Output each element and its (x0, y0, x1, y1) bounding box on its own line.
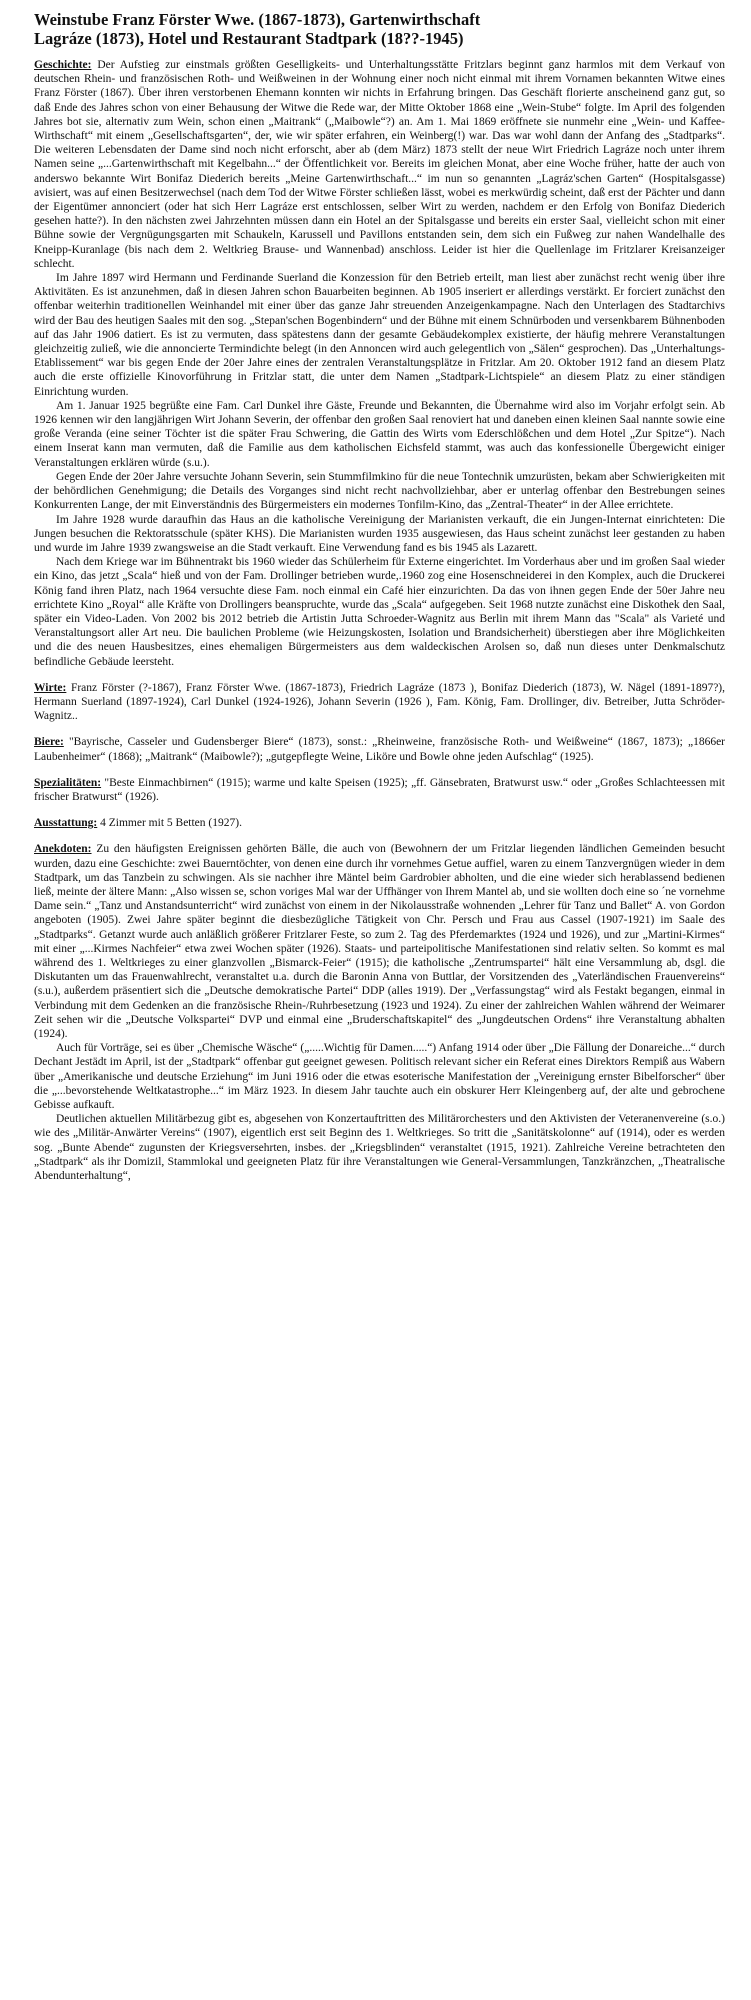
geschichte-paragraph-3: Am 1. Januar 1925 begrüßte eine Fam. Carl Dunkel ihre Gäste, Freunde und Bekannten, die Übernahme wird also im Vorjahr erfolgt sein. Ab 1926 kennen wir den langjährigen Wirt Johann Severin, der offenbar den großen Saal renoviert hat und daneben einen kleinen Saal nannte sowie eine große Veranda (eine seiner Töchter ist die später Frau Schwering, die Gattin des Wirts vom Ederschlößchen und dem Hotel „Zur Spitze“). Nach einem Inserat kann man vermuten, daß die Familie aus dem katholischen Eichsfeld stammt, was auch das konfessionelle Übergewicht einiger Veranstaltungen erklären würde (s.u.). (34, 399, 725, 469)
biere-label: Biere: (34, 736, 64, 749)
section-ausstattung (34, 816, 725, 830)
wirte-text: Franz Förster (?-1867), Franz Förster Wwe. (1867-1873), Friedrich Lagráze (1873 ), Bonifaz Diederich (1873), W. Nägel (1891-1897?), Hermann Suerland (1897-1924), Carl Dunkel (1924-1926), Johann Severin (1926 ), Fam. König, Fam. Drollinger, div. Betreiber, Jutta Schröder-Wagnitz.. (34, 681, 726, 723)
wirte-label: Wirte: (34, 681, 67, 694)
anekdoten-paragraph-3: Deutlichen aktuellen Militärbezug gibt es, abgesehen von Konzertauftritten des Militärorchesters und den Aktivisten der Veteranenvereine (s.o.) wie des „Militär-Anwärter Vereins“ (1907), eigentlich erst seit Beginn des 1. Weltkrieges. So tritt die „Sanitätskolonne“ auf (1914), oder es werden sog. „Bunte Abende“ zugunsten der Kriegsversehrten, insbes. der „Kriegsblinden“ veranstaltet (1915, 1921). Zahlreiche Vereine betrachteten den „Stadtpark“ als ihr Domizil, Stammlokal und geeigneten Platz für ihre Veranstaltungen wie General-Versammlungen, Tanzkränzchen, „Theatralische Abendunterhaltung“, (34, 1113, 725, 1183)
anekdoten-label: Anekdoten: (34, 843, 92, 856)
anekdoten-paragraph-2: Auch für Vorträge, sei es über „Chemische Wäsche“ („.....Wichtig für Damen.....“) Anfang 1914 oder über „Die Fällung der Donareiche...“ durch Dechant Jestädt im April, ist der „Stadtpark“ offenbar gut geeignet gewesen. Politisch relevant sicher ein Referat eines Direktors Rempiß aus Wabern über „Amerikanische und deutsche Erziehung“ im Juni 1916 oder die etwas esoterische Manifestation der „Vereinigung ernster Bibelforscher“ über die „...bevorstehende Weltkatastrophe...“ im März 1923. In diesem Jahr tauchte auch ein obskurer Herr Kleingenberg auf, der alte und gebrochene Gebisse aufkauft. (34, 1042, 725, 1112)
section-anekdoten (34, 842, 725, 1183)
spezialitaeten-label: Spezialitäten: (34, 776, 102, 789)
geschichte-label: Geschichte: (34, 59, 92, 71)
page-title: Weinstube Franz Förster Wwe. (1867-1873), Gartenwirthschaft Lagráze (1873), Hotel und Restaurant Stadtpark (18??-1945) (34, 10, 481, 48)
section-wirte (34, 681, 725, 724)
ausstattung-label: Ausstattung: (34, 817, 98, 830)
section-spezialitaeten (34, 776, 725, 804)
geschichte-paragraph-1 (34, 58, 725, 271)
section-biere (34, 735, 725, 763)
biere-text: "Bayrische, Casseler und Gudensberger Biere“ (1873), sonst.: „Rheinweine, französische Roth- und Weißweine“ (1867, 1873); „1866er Laubenheimer“ (1868); „Maitrank“ (Maibowle?); „gutgepflegte Weine, Liköre und Bowle ohne jeden Aufschlag“ (1925). (34, 736, 726, 763)
anekdoten-text-1: Zu den häufigsten Ereignissen gehörten Bälle, die auch von (Bewohnern der um Fritzlar liegenden ländlichen Gemeinden besucht wurden, dazu eine Geschichte: zwei Bauerntöchter, von denen eine durch ihr vornehmes Getue auffiel, waren zu einem Tanzvergnügen wieder in dem Stadtpark, um das Tanzbein zu schwingen. Als sie nachher ihre Mäntel beim Gardrobier abholten, und die eine wieder sich herablassend bedienen ließ, meinte der ältere Mann: „Also wissen se, schon voriges Mal war der Uffhänger von Ihrem Mantel ab, und sie wollten doch eine so ´ne vornehme Dame sein.“ „Tanz und Anstandsunterricht“ wird zunächst von einem in der Nikolausstraße wohnenden „Lehrer für Tanz und Ballet“ A. von Gordon angeboten (1905). Zwei Jahre später beginnt die diesbezügliche Tätigkeit von Chr. Persch und Frau aus Cassel (1907-1921) im Saale des „Stadtparks“. Getanzt wurde auch anläßlich größerer Fritzlarer Feste, so zum 2. Tag des Pferdemarktes (1924 und 1926), und zur „Martini-Kirmes“ mit einer „...Kirmes Nachfeier“ etwa zwei Wochen später (1926). Staats- und parteipolitische Manifestationen sind relativ selten. So kommt es mal während des 1. Weltkrieges zu einer glanzvollen „Bismarck-Feier“ (1915); die katholische „Zentrumspartei“ hält eine Versammlung ab, dsgl. die Diskutanten um das Frauenwahlrecht, veranstaltet u.a. durch die Baronin Anna von Buttlar, der Vorsitzenden des „Vaterländischen Frauenvereins“ (s.u.), außerdem präsentiert sich die „Deutsche demokratische Partei“ DDP (alles 1919). Der „Verfassungstag“ wird als Festakt begangen, einmal in Verbindung mit dem Gedenken an die französische Rhein-/Ruhrbesetzung (1923 und 1924). Zu einer der zahlreichen Wahlen während der Weimarer Zeit sehen wir die „Deutsche Volkspartei“ DVP und einmal eine „Bruderschaftskapitel“ des „Jungdeutschen Ordens“ ihre Veranstaltung abhalten (1924). (34, 843, 726, 1040)
section-geschichte (34, 58, 725, 669)
ausstattung-text: 4 Zimmer mit 5 Betten (1927). (100, 817, 242, 830)
geschichte-paragraph-2: Im Jahre 1897 wird Hermann und Ferdinande Suerland die Konzession für den Betrieb erteilt, man liest aber zunächst recht wenig über ihre Aktivitäten. Es ist anzunehmen, daß in diesen Jahren schon Bauarbeiten beginnen. Ab 1905 inseriert er allerdings verstärkt. Er forciert zunächst den offenbar weiterhin traditionellen Weinhandel mit einer über das ganze Jahr streuenden Anzeigenkampagne. Nach den Unterlagen des Stadtarchivs wird der Bau des heutigen Saales mit den sog. „Stepan'schen Bogenbindern“ und der Bühne mit einem Schnürboden und versenkbarem Bühnenboden auf das Jahr 1906 datiert. Es ist zu vermuten, dass spätestens dann der gesamte Gebäudekomplex existierte, der häufig mehrere Veranstaltungen gleichzeitig zuließ, wie die annoncierte Termindichte belegt (in den Annoncen wird auch gelegentlich von „Sälen“ gesprochen). Das „Unterhaltungs-Etablissement“ war bis gegen Ende der 20er Jahre eines der zentralen Veranstaltungsplätze in Fritzlar. Am 20. Oktober 1912 fand an diesem Platz auch die erste offizielle Kinovorführung in Fritzlar statt, die unter dem Namen „Stadtpark-Lichtspiele“ an diesem Platz zu einer ständigen Einrichtung wurden. (34, 272, 725, 398)
anekdoten-paragraph-1 (34, 842, 725, 1041)
spezialitaeten-text: "Beste Einmachbirnen“ (1915); warme und kalte Speisen (1925); „ff. Gänsebraten, Bratwurst usw.“ oder „Großes Schlachteessen mit frischer Bratwurst“ (1926). (34, 776, 725, 803)
geschichte-paragraph-5: Im Jahre 1928 wurde daraufhin das Haus an die katholische Vereinigung der Marianisten verkauft, die ein Jungen-Internat einrichteten: Die Jungen besuchen die Rektoratsschule (später KHS). Die Marianisten wurden 1935 ausgewiesen, das Haus scheint zunächst leer gestanden zu haben und wurde im Jahre 1939 zwangsweise an die Stadt verkauft. Eine Verwendung fand es bis 1945 als Lazarett. (34, 513, 725, 554)
geschichte-paragraph-6: Nach dem Kriege war im Bühnentrakt bis 1960 wieder das Schülerheim für Externe eingerichtet. Im Vorderhaus aber und im großen Saal wieder ein Kino, das jetzt „Scala“ hieß und von der Fam. Drollinger betrieben wurde,.1960 zog eine Hosenschneiderei in den Komplex, auch die Druckerei König fand ihren Platz, nach 1964 versuchte diese Fam. noch einmal ein Café hier einzurichten. Da das von ihnen gegen Ende der 50er Jahre neu errichtete Kino „Royal“ alle Kräfte von Drollingers beanspruchte, wurde das „Scala“ aufgegeben. Seit 1968 nutzte zunächst eine Diskothek den Saal, später ein Video-Laden. Von 2002 bis 2012 betrieb die Artistin Jutta Schroeder-Wagnitz aus Berlin mit ihrem Mann das "Scala" als Varieté und Veranstaltungsort aller Art neu. Die baulichen Probleme (wie Heizungskosten, Isolation und Brandsicherheit) überstiegen aber ihre Möglichkeiten und die des neuen Hausbesitzes, eines ehemaligen Bürgermeisters aus dem waldeckischen Arolsen so, daß nun dieses unter Denkmalschutz befindliche Gebäude leersteht. (34, 556, 725, 668)
geschichte-paragraph-4: Gegen Ende der 20er Jahre versuchte Johann Severin, sein Stummfilmkino für die neue Tontechnik umzurüsten, bekam aber Schwierigkeiten mit der behördlichen Genehmigung; die Details des Vorganges sind nicht recht nachvollziehbar, aber er unterlag offenbar den Bestrebungen seines Konkurrenten Lange, der mit Einverständnis des Bürgermeisters ein modernes Tonfilm-Kino, das „Zentral-Theater“ in der Allee errichtete. (34, 470, 725, 512)
geschichte-text-1: Der Aufstieg zur einstmals größten Geselligkeits- und Unterhaltungsstätte Fritzlars beginnt ganz harmlos mit dem Verkauf von deutschen Rhein- und französischen Roth- und Weißweinen in der Wohnung einer noch nicht einmal mit ihrem Vornamen bekannten Witwe eines Franz Förster (1867). Über ihren verstorbenen Ehemann konnten wir nichts in Erfahrung bringen. Das Geschäft florierte anscheinend ganz gut, so daß Ende des Jahres schon von einer Behausung der Witwe die Rede war, der Mitte Oktober 1868 eine „Wein-Stube“ folgte. Im April des folgenden Jahres bot sie, alternativ zum Wein, schon einen „Maitrank“ („Maibowle“?) an. Am 1. Mai 1869 eröffnete sie nunmehr eine „Wein- und Kaffee- Wirthschaft“ mit einem „Gesellschaftsgarten“, der, wie wir später erfahren, ein Weinberg(!) war. Das war wohl dann der Anfang des „Stadtparks“. Die weiteren Lebensdaten der Dame sind noch nicht erforscht, aber ab (dem März) 1873 stellt der neue Wirt Friedrich Lagráze noch unter ihrem Namen seine „...Gartenwirthschaft mit Kegelbahn...“ der Öffentlichkeit vor. Bereits im gleichen Monat, aber eine Woche früher, hatte der auch von anderswo bekannte Wirt Bonifaz Diederich bereits „Meine Gartenwirthschaft...“ im nun so genannten „Lagráz'schen Garten“ (Hospitalsgasse) avisiert, was auf einen Besitzerwechsel (nach dem Tod der Witwe Förster schließen lässt, wobei es merkwürdig scheint, daß erst der Pächter und dann der Eigentümer annonciert (oder hat sich Herr Lagráze erst entschlossen, selber Wirt zu werden, nachdem er den Erfolg von Bonifaz Diederich gesehen hatte?). In den nächsten zwei Jahrzehnten müssen dann ein Hotel an der Spitalsgasse und bereits ein erster Saal, vielleicht schon mit einer Bühne sowie der Vergnügungsgarten mit Schaukeln, Karussell und Pavillons entstanden sein, dem sich ein Fußweg zur nahen Wandelhalle des Kneipp-Kuranlage (bis nach dem 2. Weltkrieg Brause- und Wannenbad) anschloss. Leider ist hier die Quellenlage im Fritzlarer Kreisanzeiger schlecht. (34, 59, 725, 270)
